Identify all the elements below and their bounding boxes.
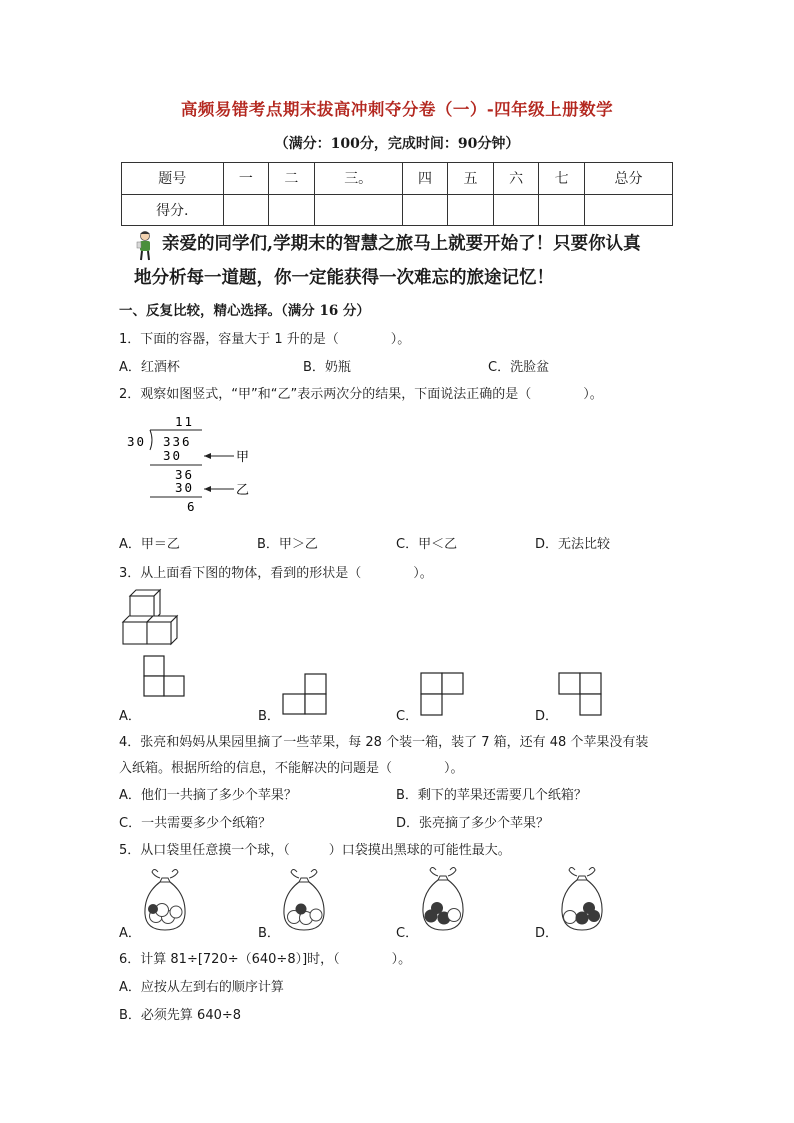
division-step-2: 36 xyxy=(175,467,195,482)
page-subtitle: （满分：100分，完成时间：90分钟） xyxy=(274,136,520,152)
score-row-label: 得分. xyxy=(122,194,224,226)
q5-option-d[interactable]: D． xyxy=(535,926,559,941)
q2-option-d[interactable]: D．无法比较 xyxy=(535,537,611,552)
q3-option-a[interactable]: A． xyxy=(119,709,141,724)
question-6: 6．计算 81÷[720÷（640÷8）]时，（ ）。 xyxy=(119,952,412,967)
q5-bag-d-icon[interactable] xyxy=(556,866,608,934)
intro-line-1: 亲爱的同学们,学期末的智慧之旅马上就要开始了！只要你认真 xyxy=(162,234,641,254)
cube-stack-figure xyxy=(120,588,190,646)
q2-option-a[interactable]: A．甲＝乙 xyxy=(119,537,180,552)
score-cell[interactable] xyxy=(539,194,585,226)
q1-option-a[interactable]: A．红酒杯 xyxy=(119,360,180,375)
q3-shape-a[interactable] xyxy=(143,655,187,699)
q3-shape-d[interactable] xyxy=(558,672,604,717)
score-table-header-row xyxy=(122,163,673,195)
score-header-cell: 三。 xyxy=(314,163,402,195)
q3-option-d[interactable]: D． xyxy=(535,709,559,724)
question-3: 3．从上面看下图的物体，看到的形状是（ ）。 xyxy=(119,566,433,581)
q3-option-c[interactable]: C． xyxy=(396,709,419,724)
division-step-3: 30 xyxy=(175,480,195,495)
q4-option-b[interactable]: B．剩下的苹果还需要几个纸箱？ xyxy=(396,788,587,803)
division-label-yi: 乙 xyxy=(236,483,250,498)
q5-option-b[interactable]: B． xyxy=(258,926,280,941)
score-cell[interactable] xyxy=(402,194,448,226)
question-1: 1．下面的容器，容量大于 1 升的是（ ）。 xyxy=(119,332,411,347)
q6-option-b[interactable]: B．必须先算 640÷8 xyxy=(119,1008,242,1023)
q1-option-c[interactable]: C．洗脸盆 xyxy=(488,360,550,375)
question-4-line-2: 入纸箱。根据所给的信息，不能解决的问题是（ ）。 xyxy=(119,761,464,776)
question-5: 5．从口袋里任意摸一个球，（ ）口袋摸出黑球的可能性最大。 xyxy=(119,843,511,858)
score-cell[interactable] xyxy=(269,194,315,226)
q6-option-a[interactable]: A．应按从左到右的顺序计算 xyxy=(119,980,284,995)
long-division-figure xyxy=(120,410,270,518)
q5-bag-a-icon[interactable] xyxy=(140,868,190,934)
q2-option-b[interactable]: B．甲＞乙 xyxy=(257,537,318,552)
score-cell[interactable] xyxy=(584,194,672,226)
intro-message xyxy=(134,227,694,295)
q4-option-d[interactable]: D．张亮摘了多少个苹果？ xyxy=(396,816,550,831)
score-cell[interactable] xyxy=(493,194,539,226)
q4-option-c[interactable]: C．一共需要多少个纸箱？ xyxy=(119,816,272,831)
score-header-cell: 五 xyxy=(448,163,494,195)
intro-line-2: 地分析每一道题，你一定能获得一次难忘的旅途记忆！ xyxy=(134,268,554,288)
score-header-cell: 题号 xyxy=(122,163,224,195)
q3-option-b[interactable]: B． xyxy=(258,709,280,724)
division-divisor: 30 xyxy=(127,434,147,449)
q3-shape-b[interactable] xyxy=(282,673,328,717)
score-cell[interactable] xyxy=(448,194,494,226)
score-header-cell: 六 xyxy=(493,163,539,195)
score-header-cell: 四 xyxy=(402,163,448,195)
q5-bag-c-icon[interactable] xyxy=(417,866,469,934)
page-title: 高频易错考点期末拔高冲刺夺分卷（一）-四年级上册数学 xyxy=(180,100,614,119)
question-4-line-1: 4．张亮和妈妈从果园里摘了一些苹果，每 28 个装一箱，装了 7 箱，还有 48 个苹果没有装 xyxy=(119,735,649,750)
score-cell[interactable] xyxy=(223,194,269,226)
division-step-1: 30 xyxy=(163,448,183,463)
score-header-cell: 二 xyxy=(269,163,315,195)
division-quotient: 11 xyxy=(175,414,195,429)
score-header-cell: 七 xyxy=(539,163,585,195)
q4-option-a[interactable]: A．他们一共摘了多少个苹果？ xyxy=(119,788,297,803)
score-table-score-row xyxy=(122,194,673,226)
score-cell[interactable] xyxy=(314,194,402,226)
section-heading: 一、反复比较，精心选择。（满分 16 分） xyxy=(119,303,370,319)
q1-option-b[interactable]: B．奶瓶 xyxy=(303,360,351,375)
q3-shape-c[interactable] xyxy=(420,672,466,717)
division-label-jia: 甲 xyxy=(236,450,250,465)
q5-option-a[interactable]: A． xyxy=(119,926,141,941)
question-2: 2．观察如图竖式，“甲”和“乙”表示两次分的结果，下面说法正确的是（ ）。 xyxy=(119,387,603,402)
q5-option-c[interactable]: C． xyxy=(396,926,419,941)
score-header-cell: 一 xyxy=(223,163,269,195)
q5-bag-b-icon[interactable] xyxy=(279,868,329,934)
q2-option-c[interactable]: C．甲＜乙 xyxy=(396,537,458,552)
score-table xyxy=(121,162,673,226)
score-header-cell: 总分 xyxy=(584,163,672,195)
division-remainder: 6 xyxy=(187,499,195,514)
division-dividend: 336 xyxy=(163,434,192,449)
